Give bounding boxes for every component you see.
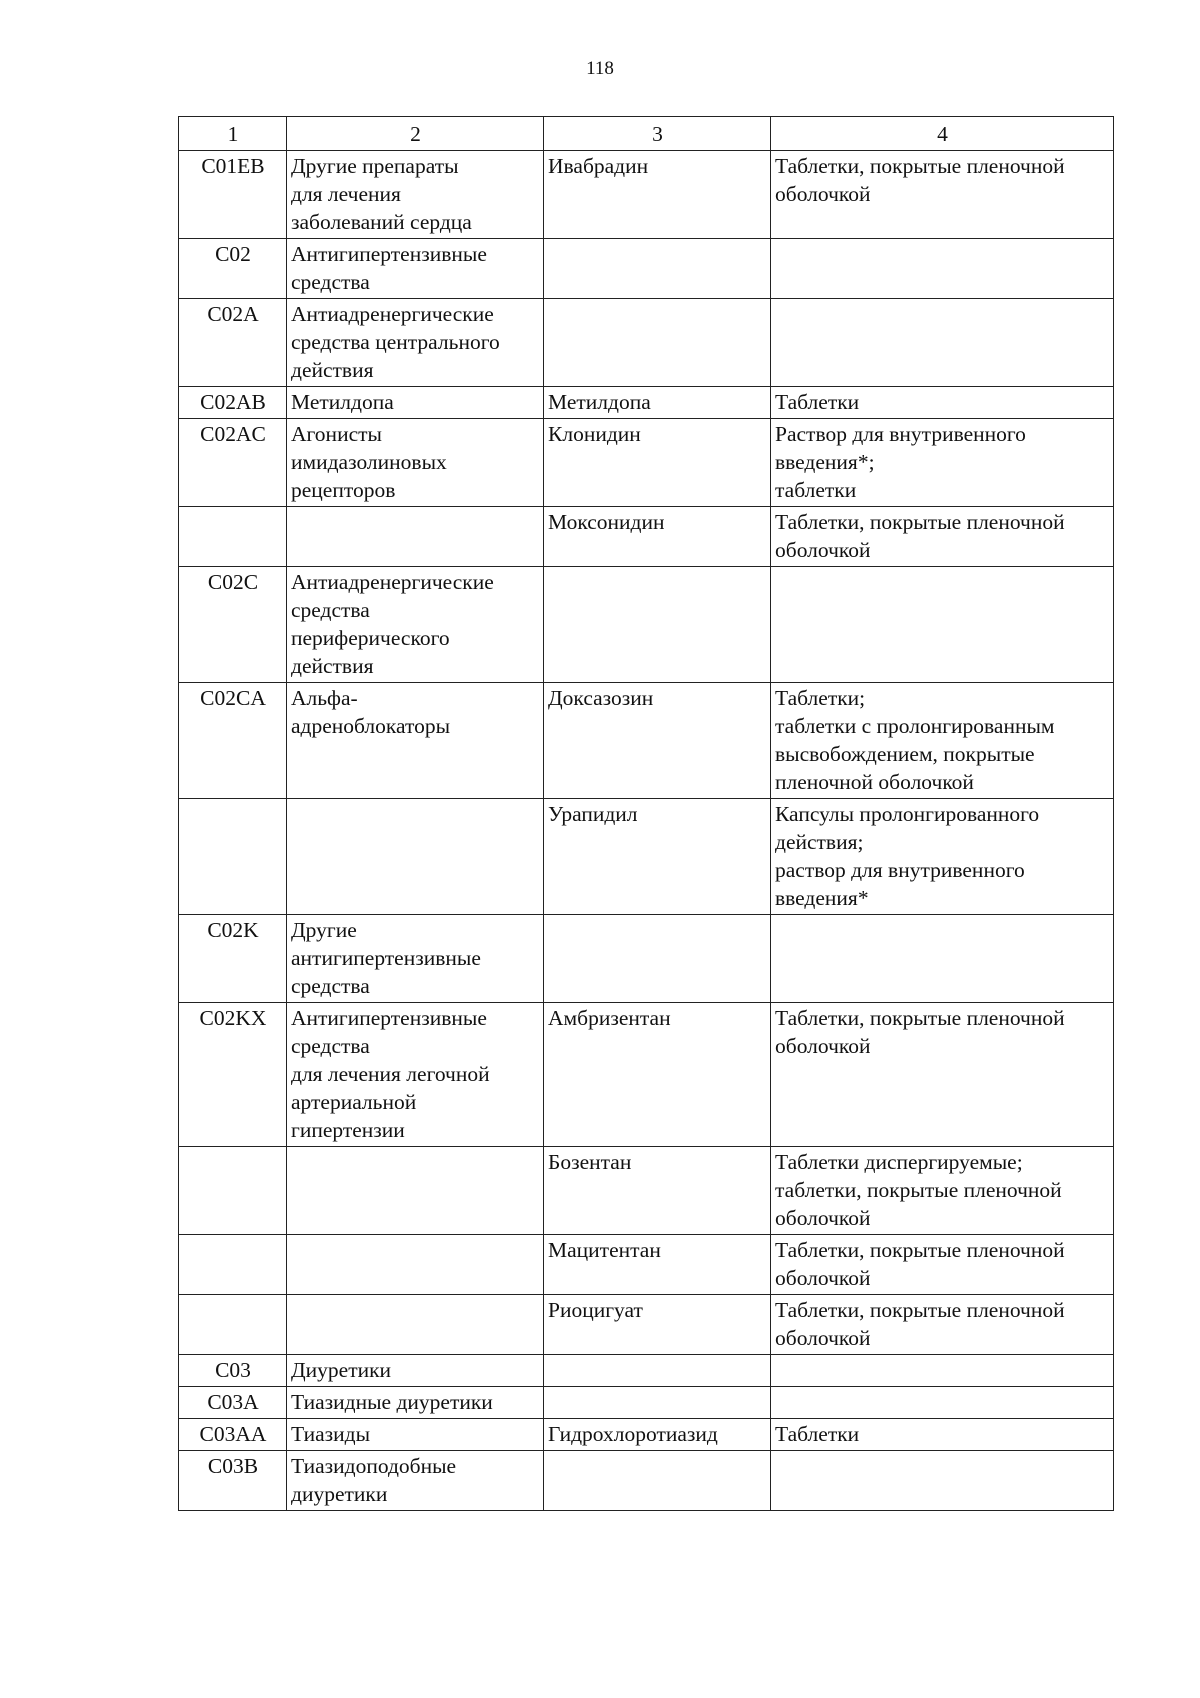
atc-code-cell: C02 [179, 239, 287, 299]
group-line: Тиазидные диуретики [291, 1390, 493, 1414]
group-line: средства [291, 270, 370, 294]
dosage-form-line: оболочкой [775, 1034, 871, 1058]
group-line: Тиазидоподобные [291, 1454, 457, 1478]
drug-name-cell: Гидрохлоротиазид [544, 1419, 771, 1451]
table-row [179, 239, 1114, 299]
group-line: имидазолиновых [291, 450, 447, 474]
group-line: Антигипертензивные [291, 242, 487, 266]
dosage-form-line: пленочной оболочкой [775, 770, 974, 794]
group-line: Агонисты [291, 422, 382, 446]
table-row [179, 1235, 1114, 1295]
dosage-form-cell [771, 419, 1114, 507]
dosage-form-cell [771, 1355, 1114, 1387]
anatomical-therapeutic-group-cell [287, 1003, 544, 1147]
dosage-form-line: оболочкой [775, 182, 871, 206]
anatomical-therapeutic-group-cell [287, 683, 544, 799]
group-line: периферического [291, 626, 450, 650]
group-line: действия [291, 654, 374, 678]
drug-name-cell: Амбризентан [544, 1003, 771, 1147]
atc-code-cell [179, 1147, 287, 1235]
atc-code-cell: C02C [179, 567, 287, 683]
group-line: для лечения [291, 182, 401, 206]
dosage-form-line: действия; [775, 830, 864, 854]
table-row [179, 151, 1114, 239]
drug-name-cell [544, 1355, 771, 1387]
anatomical-therapeutic-group-cell [287, 419, 544, 507]
group-line: Диуретики [291, 1358, 392, 1382]
page-number: 118 [586, 58, 614, 79]
group-line: Альфа- [291, 686, 358, 710]
drug-name-cell [544, 299, 771, 387]
dosage-form-cell [771, 239, 1114, 299]
dosage-form-line: Раствор для внутривенного [775, 422, 1026, 446]
group-line: Метилдопа [291, 390, 394, 414]
column-header-code: 1 [179, 117, 287, 151]
drug-name-cell [544, 1451, 771, 1511]
dosage-form-cell [771, 1295, 1114, 1355]
group-line: антигипертензивные [291, 946, 481, 970]
table-row [179, 1147, 1114, 1235]
drug-name-cell: Клонидин [544, 419, 771, 507]
drug-name-cell: Риоцигуат [544, 1295, 771, 1355]
anatomical-therapeutic-group-cell [287, 387, 544, 419]
dosage-form-line: оболочкой [775, 1326, 871, 1350]
dosage-form-cell [771, 567, 1114, 683]
table-row [179, 1419, 1114, 1451]
anatomical-therapeutic-group-cell [287, 1235, 544, 1295]
group-line: средства [291, 598, 370, 622]
dosage-form-cell [771, 151, 1114, 239]
dosage-form-line: Таблетки диспергируемые; [775, 1150, 1023, 1174]
dosage-form-line: введения*; [775, 450, 875, 474]
anatomical-therapeutic-group-cell [287, 239, 544, 299]
table-row [179, 567, 1114, 683]
atc-code-cell: C02AC [179, 419, 287, 507]
group-line: гипертензии [291, 1118, 405, 1142]
dosage-form-line: оболочкой [775, 538, 871, 562]
atc-code-cell: C02A [179, 299, 287, 387]
table-body [179, 151, 1114, 1511]
anatomical-therapeutic-group-cell [287, 567, 544, 683]
table-row [179, 1295, 1114, 1355]
dosage-form-cell [771, 1003, 1114, 1147]
dosage-form-line: Таблетки [775, 1422, 860, 1446]
dosage-form-cell [771, 915, 1114, 1003]
header-row [179, 117, 1114, 151]
atc-code-cell [179, 1295, 287, 1355]
anatomical-therapeutic-group-cell [287, 915, 544, 1003]
dosage-form-line: Таблетки, покрытые пленочной [775, 154, 1065, 178]
column-header-form: 4 [771, 117, 1114, 151]
dosage-form-line: Таблетки, покрытые пленочной [775, 1238, 1065, 1262]
drug-table [178, 116, 1114, 1511]
dosage-form-line: раствор для внутривенного [775, 858, 1025, 882]
drug-name-cell: Моксонидин [544, 507, 771, 567]
dosage-form-line: оболочкой [775, 1266, 871, 1290]
dosage-form-line: таблетки с пролонгированным [775, 714, 1055, 738]
dosage-form-line: введения* [775, 886, 869, 910]
drug-name-cell: Бозентан [544, 1147, 771, 1235]
atc-code-cell: C01EB [179, 151, 287, 239]
group-line: артериальной [291, 1090, 417, 1114]
group-line: диуретики [291, 1482, 388, 1506]
dosage-form-line: Капсулы пролонгированного [775, 802, 1040, 826]
group-line: Тиазиды [291, 1422, 371, 1446]
anatomical-therapeutic-group-cell [287, 1419, 544, 1451]
group-line: Другие препараты [291, 154, 459, 178]
table-row [179, 799, 1114, 915]
table-row [179, 299, 1114, 387]
table-row [179, 683, 1114, 799]
dosage-form-cell [771, 1419, 1114, 1451]
atc-code-cell: C03A [179, 1387, 287, 1419]
atc-code-cell [179, 799, 287, 915]
group-line: Другие [291, 918, 357, 942]
group-line: действия [291, 358, 374, 382]
dosage-form-cell [771, 799, 1114, 915]
atc-code-cell: C02K [179, 915, 287, 1003]
group-line: для лечения легочной [291, 1062, 490, 1086]
dosage-form-line: оболочкой [775, 1206, 871, 1230]
atc-code-cell [179, 1235, 287, 1295]
group-line: заболеваний сердца [291, 210, 472, 234]
group-line: средства центрального [291, 330, 500, 354]
dosage-form-cell [771, 1451, 1114, 1511]
group-line: адреноблокаторы [291, 714, 451, 738]
drug-name-cell [544, 1387, 771, 1419]
table-row [179, 507, 1114, 567]
group-line: Антиадренергические [291, 302, 494, 326]
anatomical-therapeutic-group-cell [287, 1451, 544, 1511]
table-row [179, 1387, 1114, 1419]
drug-name-cell: Ивабрадин [544, 151, 771, 239]
dosage-form-cell [771, 299, 1114, 387]
dosage-form-cell [771, 387, 1114, 419]
drug-name-cell [544, 915, 771, 1003]
anatomical-therapeutic-group-cell [287, 507, 544, 567]
dosage-form-cell [771, 1387, 1114, 1419]
anatomical-therapeutic-group-cell [287, 151, 544, 239]
dosage-form-cell [771, 507, 1114, 567]
atc-code-cell [179, 507, 287, 567]
column-header-drug: 3 [544, 117, 771, 151]
table-row [179, 1451, 1114, 1511]
anatomical-therapeutic-group-cell [287, 799, 544, 915]
group-line: Антиадренергические [291, 570, 494, 594]
atc-code-cell: C03AA [179, 1419, 287, 1451]
drug-name-cell: Урапидил [544, 799, 771, 915]
anatomical-therapeutic-group-cell [287, 1295, 544, 1355]
dosage-form-line: таблетки, покрытые пленочной [775, 1178, 1062, 1202]
group-line: Антигипертензивные [291, 1006, 487, 1030]
atc-code-cell: C03 [179, 1355, 287, 1387]
atc-code-cell: C03B [179, 1451, 287, 1511]
dosage-form-line: Таблетки, покрытые пленочной [775, 510, 1065, 534]
anatomical-therapeutic-group-cell [287, 1147, 544, 1235]
drug-name-cell [544, 567, 771, 683]
anatomical-therapeutic-group-cell [287, 299, 544, 387]
table-row [179, 1003, 1114, 1147]
dosage-form-cell [771, 1147, 1114, 1235]
dosage-form-cell [771, 683, 1114, 799]
drug-name-cell: Метилдопа [544, 387, 771, 419]
dosage-form-line: высвобождением, покрытые [775, 742, 1035, 766]
group-line: рецепторов [291, 478, 396, 502]
table-row [179, 419, 1114, 507]
anatomical-therapeutic-group-cell [287, 1387, 544, 1419]
atc-code-cell: C02AB [179, 387, 287, 419]
dosage-form-line: Таблетки [775, 390, 860, 414]
table-header [179, 117, 1114, 151]
table-row [179, 915, 1114, 1003]
dosage-form-line: таблетки [775, 478, 857, 502]
column-header-group: 2 [287, 117, 544, 151]
group-line: средства [291, 1034, 370, 1058]
drug-name-cell: Доксазозин [544, 683, 771, 799]
atc-code-cell: C02CA [179, 683, 287, 799]
drug-name-cell: Мацитентан [544, 1235, 771, 1295]
drug-name-cell [544, 239, 771, 299]
table-row [179, 1355, 1114, 1387]
dosage-form-line: Таблетки, покрытые пленочной [775, 1298, 1065, 1322]
atc-code-cell: C02KX [179, 1003, 287, 1147]
table-row [179, 387, 1114, 419]
anatomical-therapeutic-group-cell [287, 1355, 544, 1387]
dosage-form-line: Таблетки, покрытые пленочной [775, 1006, 1065, 1030]
dosage-form-cell [771, 1235, 1114, 1295]
group-line: средства [291, 974, 370, 998]
dosage-form-line: Таблетки; [775, 686, 866, 710]
